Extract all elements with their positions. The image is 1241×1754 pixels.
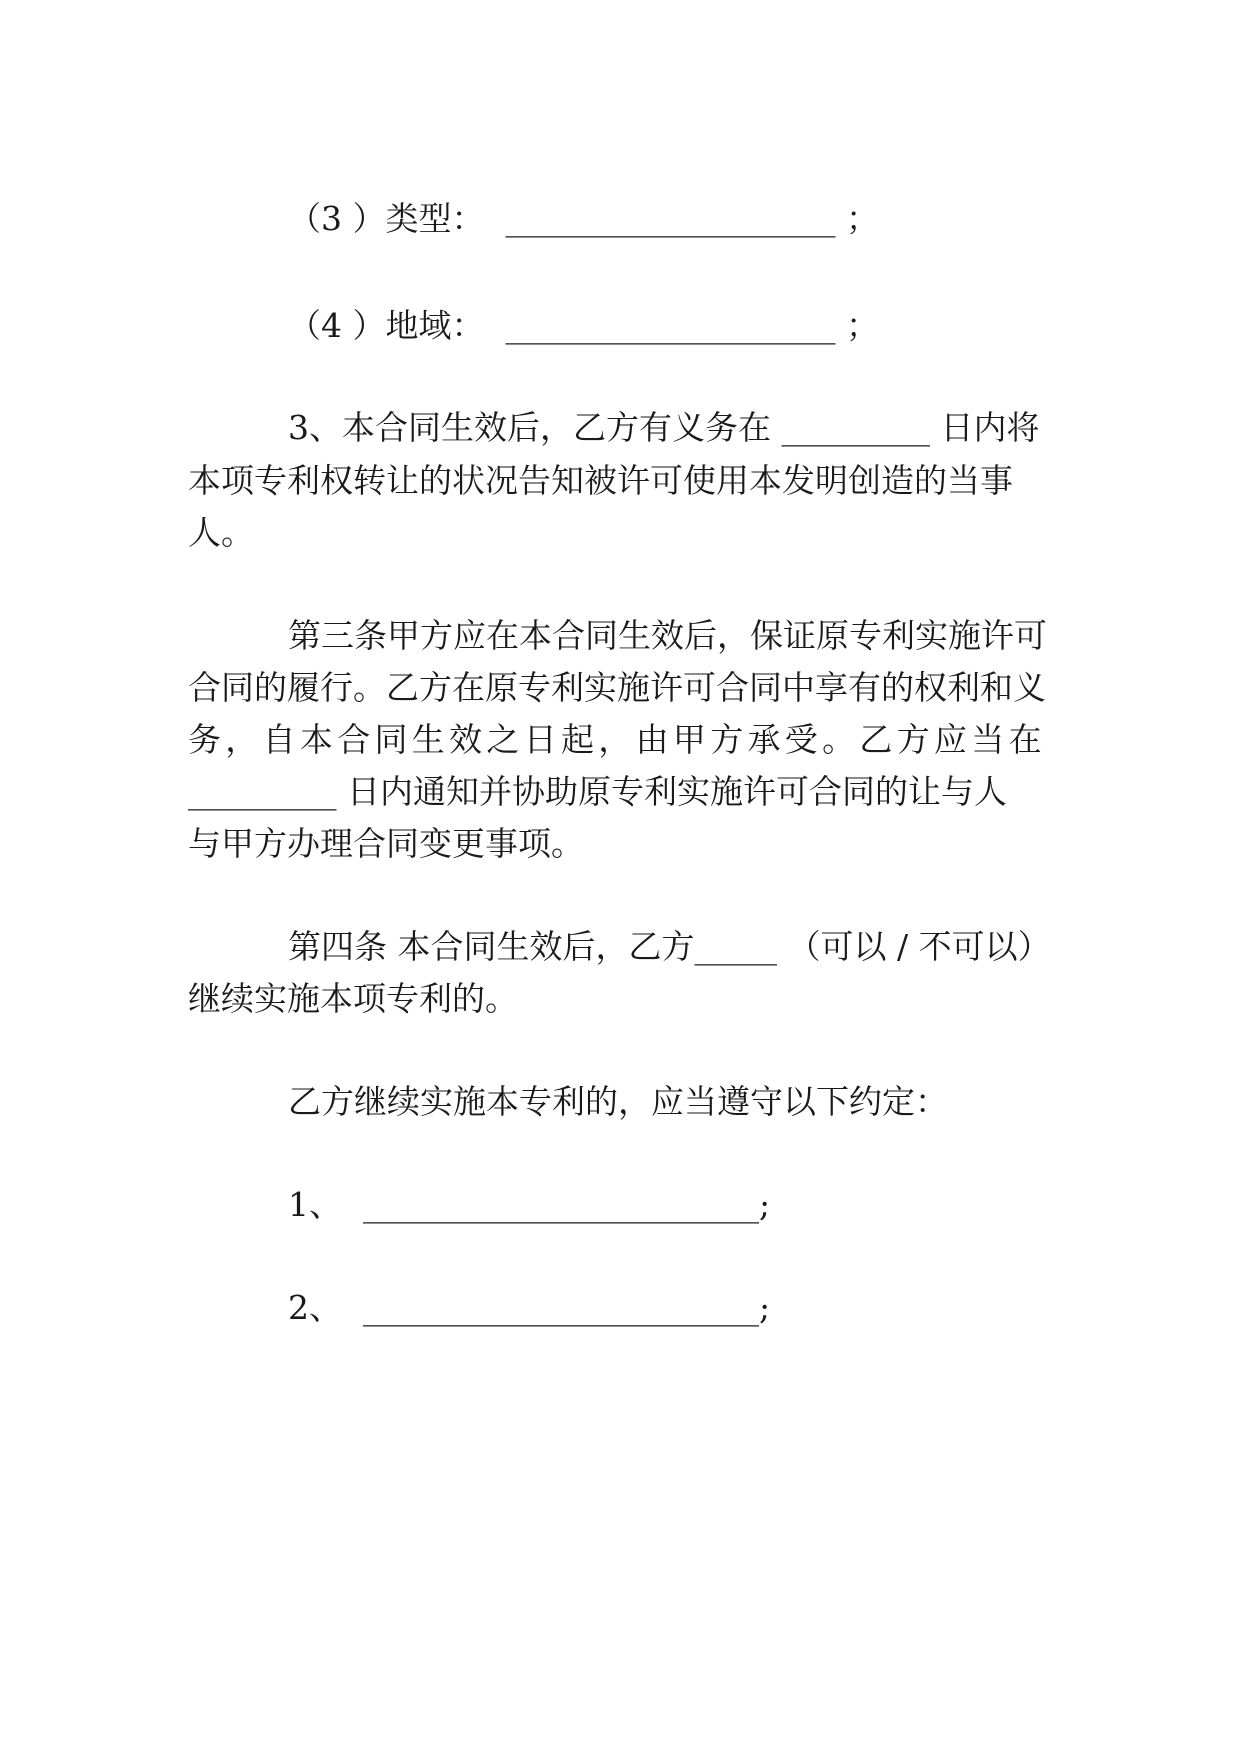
list-item: 1、 ________________________;	[288, 1185, 771, 1224]
clause-3-line-3: 人。	[188, 513, 254, 552]
item-3-type: （3 ）类型： ____________________ ；	[288, 199, 879, 238]
clause-3-line-2: 本项专利权转让的状况告知被许可使用本发明创造的当事	[188, 461, 1013, 500]
article-3-line-1: 第三条甲方应在本合同生效后，保证原专利实施许可	[288, 616, 1047, 655]
article-3-line-4: _________ 日内通知并协助原专利实施许可合同的让与人	[188, 772, 1007, 811]
article-3-line-3: 务，自本合同生效之日起，由甲方承受。乙方应当在	[188, 720, 1046, 759]
article-4-line-1: 第四条 本合同生效后，乙方_____ （可以 / 不可以）	[288, 927, 1051, 966]
clause-3-line-1: 3、本合同生效后，乙方有义务在 _________ 日内将	[288, 408, 1040, 447]
article-4-line-2: 继续实施本项专利的。	[188, 979, 518, 1018]
article-3-line-5: 与甲方办理合同变更事项。	[188, 824, 584, 863]
item-4-region: （4 ）地域： ____________________ ；	[288, 306, 879, 345]
list-item: 2、 ________________________;	[288, 1288, 771, 1327]
continuation-intro: 乙方继续实施本专利的，应当遵守以下约定：	[288, 1082, 948, 1121]
article-3-line-2: 合同的履行。乙方在原专利实施许可合同中享有的权利和义	[188, 668, 1046, 707]
